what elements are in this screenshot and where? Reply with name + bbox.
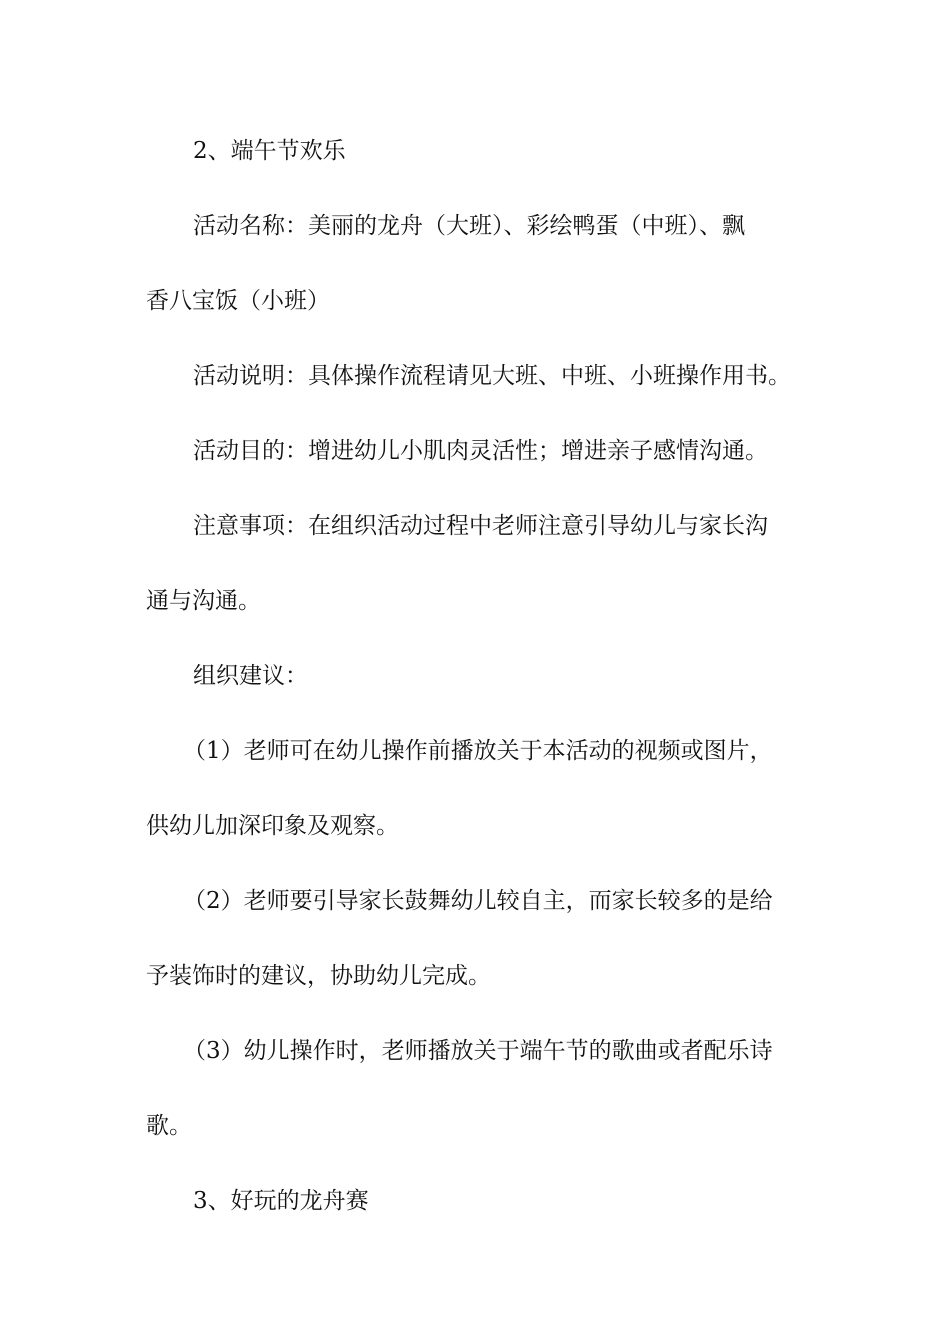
suggestion-1-line-2: 供幼儿加深印象及观察。 <box>146 813 399 839</box>
section-heading-3: 3、好玩的龙舟赛 <box>193 1188 369 1214</box>
suggestion-2-line-1: （2）老师要引导家长鼓舞幼儿较自主，而家长较多的是给 <box>183 888 773 914</box>
section-heading-2: 2、端午节欢乐 <box>193 138 346 164</box>
activity-purpose: 活动目的：增进幼儿小肌肉灵活性；增进亲子感情沟通。 <box>193 438 768 464</box>
notes-line-1: 注意事项：在组织活动过程中老师注意引导幼儿与家长沟 <box>193 513 768 539</box>
activity-name-line-2: 香八宝饭（小班） <box>146 288 330 314</box>
suggestion-1-line-1: （1）老师可在幼儿操作前播放关于本活动的视频或图片， <box>183 738 773 764</box>
suggestion-3-line-2: 歌。 <box>146 1113 192 1139</box>
notes-line-2: 通与沟通。 <box>146 588 261 614</box>
organization-suggestions-heading: 组织建议： <box>193 663 308 689</box>
suggestion-2-line-2: 予装饰时的建议，协助幼儿完成。 <box>146 963 491 989</box>
activity-description: 活动说明：具体操作流程请见大班、中班、小班操作用书。 <box>193 363 791 389</box>
suggestion-3-line-1: （3）幼儿操作时，老师播放关于端午节的歌曲或者配乐诗 <box>183 1038 773 1064</box>
activity-name-line-1: 活动名称：美丽的龙舟（大班）、彩绘鸭蛋（中班）、飘 <box>193 213 745 239</box>
